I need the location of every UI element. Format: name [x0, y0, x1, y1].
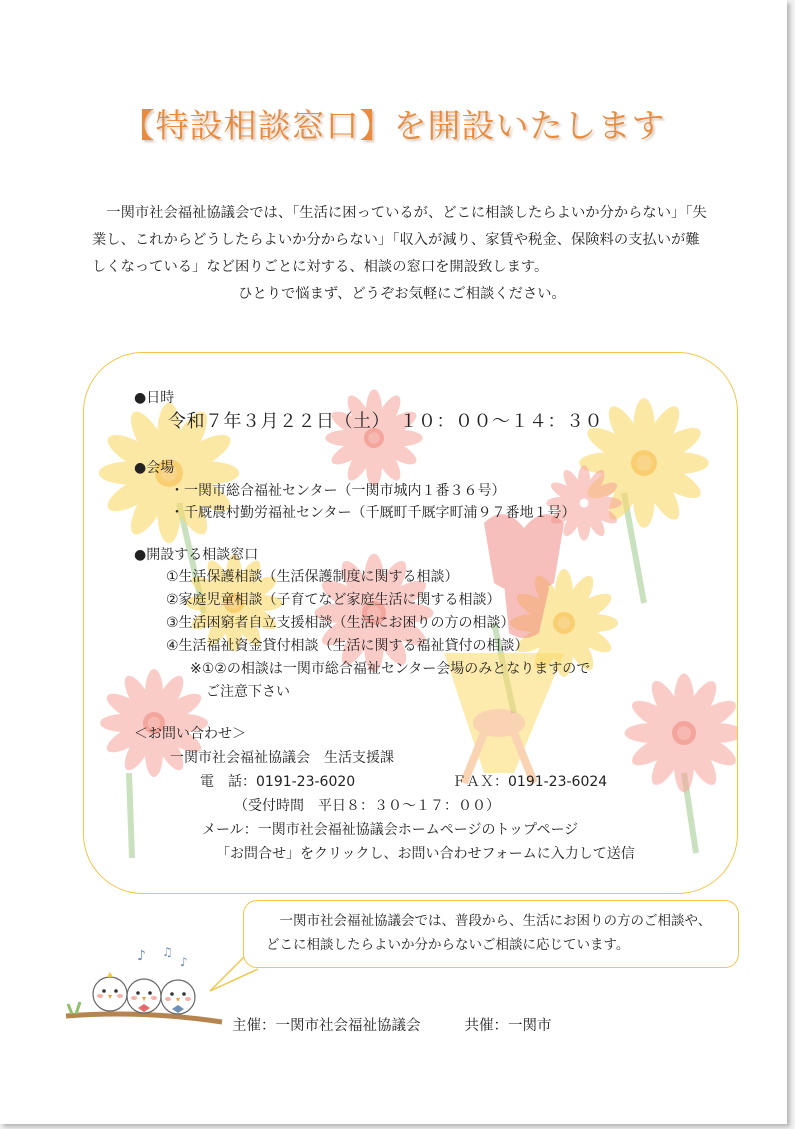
svg-text:♫: ♫: [162, 945, 173, 959]
window-2: ②家庭児童相談（子育てなど家庭生活に関する相談）: [166, 592, 501, 608]
datetime-value: 令和７年３月２２日（土） １０：００～１４：３０: [168, 411, 603, 432]
datetime-heading: ●日時: [134, 390, 175, 406]
intro-encouragement: ひとりで悩まず、どうぞお気軽にご相談ください。: [238, 286, 566, 302]
svg-text:♪: ♪: [137, 948, 146, 964]
speech-bubble: [243, 900, 739, 968]
contact-hours: （受付時間 平日８：３０～１７：００）: [234, 798, 500, 814]
bubble-line-2: どこに相談したらよいか分からないご相談に応じています。: [266, 937, 630, 953]
venue-1: ・一関市総合福祉センター（一関市城内１番３６号）: [170, 483, 506, 499]
window-4: ④生活福祉資金貸付相談（生活に関する福祉貸付の相談）: [166, 638, 529, 654]
svg-text:♪: ♪: [180, 955, 188, 969]
intro-text: [92, 200, 712, 308]
bubble-line-1: 一関市社会福祉協議会では、普段から、生活にお困りの方のご相談や、: [279, 913, 712, 929]
contact-tel: 電 話：0191-23-6020: [200, 774, 356, 790]
info-content: [84, 353, 738, 894]
note-line-2: ご注意下さい: [206, 684, 290, 700]
window-1: ①生活保護相談（生活保護制度に関する相談）: [166, 569, 459, 585]
contact-org: 一関市社会福祉協議会 生活支援課: [170, 750, 394, 766]
contact-heading: ＜お問い合わせ＞: [134, 726, 246, 742]
contact-mail-instructions: 「お問合せ」をクリックし、お問い合わせフォームに入力して送信: [216, 846, 635, 862]
contact-fax: ＦＡＸ：0191-23-6024: [452, 774, 608, 790]
page-title: 【特設相談窓口】を開設いたします: [121, 106, 666, 145]
contact-mail: メール：一関市社会福祉協議会ホームページのトップページ: [202, 822, 579, 838]
info-frame: [83, 352, 738, 894]
note-line-1: ※①②の相談は一関市総合福祉センター会場のみとなりますので: [190, 661, 591, 677]
venue-heading: ●会場: [134, 460, 175, 476]
window-3: ③生活困窮者自立支援相談（生活にお困りの方の相談）: [166, 615, 515, 631]
sponsor-line: [232, 1014, 552, 1035]
cohost-label: 共催：一関市: [464, 1018, 552, 1034]
host-label: 主催：一関市社会福祉協議会: [232, 1018, 421, 1034]
intro-paragraph: 一関市社会福祉協議会では、「生活に困っているが、どこに相談したらよいか分からない」「失業し、これからどうしたらよいか分からない」「収入が減り、家賃や税金、保険料の支払いが難しくなっている」など困りごとに対する、相談の窓口を開設致します。: [92, 205, 707, 275]
windows-heading: ●開設する相談窓口: [134, 547, 259, 563]
venue-2: ・千厩農村勤労福祉センター（千厩町千厩字町浦９７番地１号）: [170, 505, 576, 521]
